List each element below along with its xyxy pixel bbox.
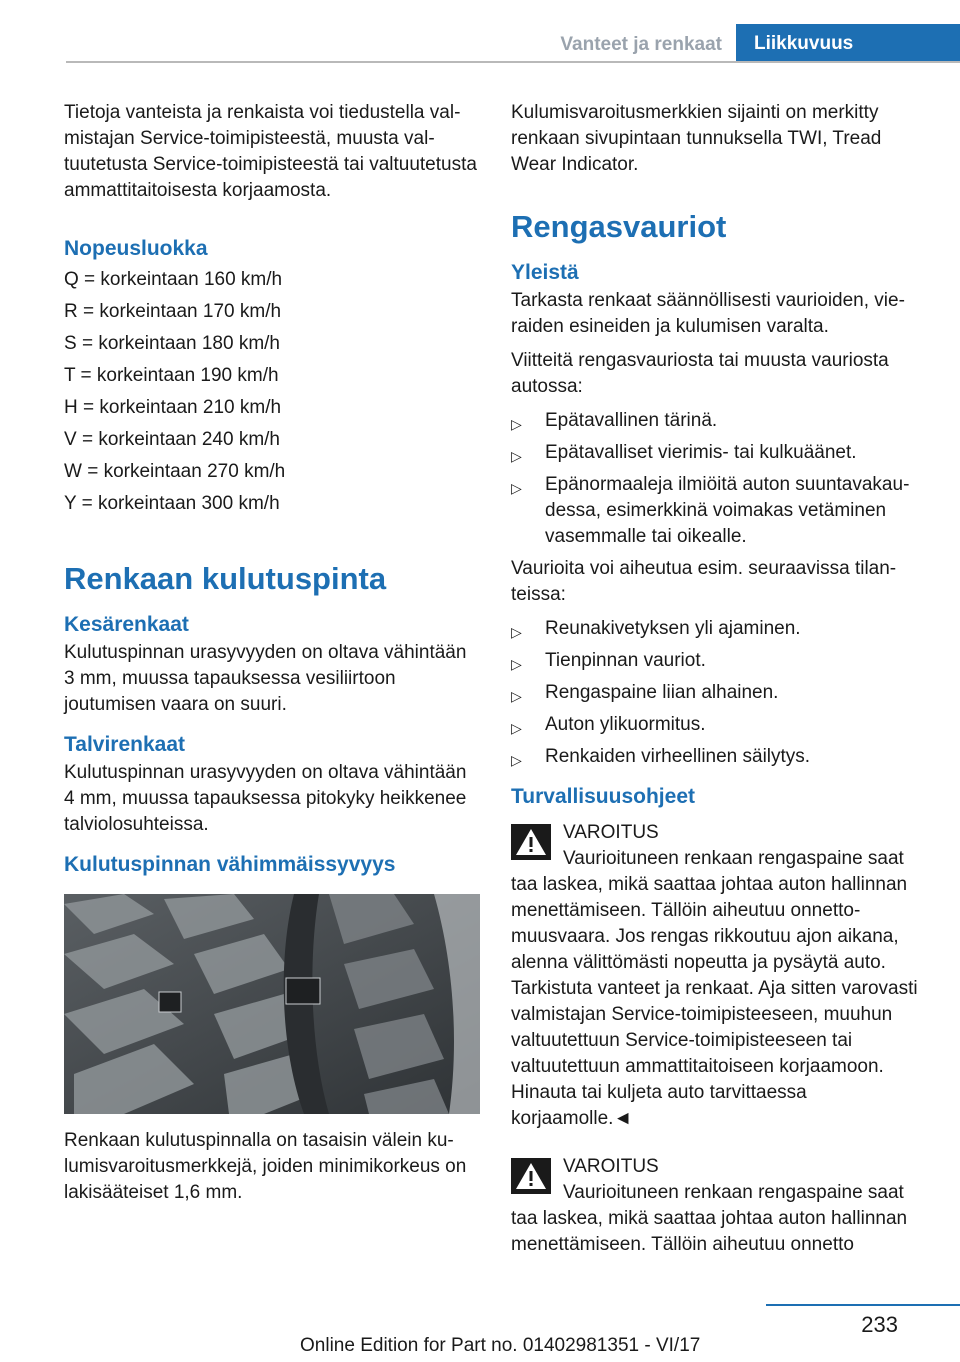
- general-text: Tarkasta renkaat säännöllisesti vaurioiden, vieraiden esineiden ja kulumisen varalta.: [511, 290, 905, 337]
- right-column: [511, 100, 931, 1258]
- header-section-title: Vanteet ja renkaat: [560, 34, 722, 55]
- warning-text: taa laskea, mikä saattaa johtaa auton hallinnan menettämiseen. Tällöin aiheutuu onnetto: [511, 1208, 908, 1255]
- list-item: ▷ Renkaiden virheellinen säilytys.: [511, 744, 931, 770]
- header-rule: [66, 61, 960, 63]
- list-item: ▷ Auton ylikuormitus.: [511, 712, 931, 738]
- warning-text-first-line: Vaurioituneen renkaan rengaspaine saat: [563, 848, 904, 869]
- signs-list: [511, 408, 931, 550]
- speed-class-item: W = korkeintaan 270 km/h: [64, 461, 286, 482]
- bullet-triangle-icon: ▷: [511, 480, 522, 496]
- speed-class-item: Y = korkeintaan 300 km/h: [64, 493, 280, 514]
- general-heading: Yleistä: [511, 261, 579, 284]
- left-column: [64, 100, 482, 1214]
- summer-tyres-heading: Kesärenkaat: [64, 613, 189, 636]
- safety-heading: Turvallisuusohjeet: [511, 785, 695, 808]
- intro-paragraph: Tietoja vanteista ja renkaista voi tiedustella valmistajan Service-toimipisteestä, muusta valtuutetusta Service-toimipisteestä tai valtuutetusta ammattitaitoisesta korjaamosta.: [64, 102, 477, 201]
- bullet-triangle-icon: ▷: [511, 752, 522, 768]
- warning-title: VAROITUS: [563, 822, 659, 843]
- speed-class-item: V = korkeintaan 240 km/h: [64, 429, 280, 450]
- twi-paragraph: Kulumisvaroitusmerkkien sijainti on merkitty renkaan sivupintaan tunnuksella TWI, Tread Wear Indicator.: [511, 102, 882, 175]
- warning-block: [511, 820, 931, 1132]
- warning-triangle-icon: [511, 824, 551, 860]
- list-item: ▷ Rengaspaine liian alhainen.: [511, 680, 931, 706]
- warning-text-first-line: Vaurioituneen renkaan rengaspaine saat: [563, 1182, 904, 1203]
- summer-tyres-text: Kulutuspinnan urasyvyyden on oltava vähintään 3 mm, muussa tapauksessa vesiliirtoon joutumisen vaara on suuri.: [64, 642, 467, 715]
- bullet-triangle-icon: ▷: [511, 720, 522, 736]
- winter-tyres-heading: Talvirenkaat: [64, 733, 186, 756]
- list-item: ▷ Epätavallinen tärinä.: [511, 408, 931, 434]
- warning-triangle-icon: [511, 1158, 551, 1194]
- list-item: ▷ Reunakivetyksen yli ajaminen.: [511, 616, 931, 642]
- page-number: 233: [861, 1312, 898, 1337]
- winter-tyres-text: Kulutuspinnan urasyvyyden on oltava vähintään 4 mm, muussa tapauksessa pitokyky heikkenee talviolosuhteissa.: [64, 762, 467, 835]
- tyre-tread-photo: [64, 894, 480, 1114]
- speed-class-item: H = korkeintaan 210 km/h: [64, 397, 282, 418]
- footer-rule: [766, 1304, 960, 1306]
- bullet-triangle-icon: ▷: [511, 624, 522, 640]
- speed-class-item: S = korkeintaan 180 km/h: [64, 333, 280, 354]
- speed-class-list: [64, 264, 482, 520]
- warning-block: [511, 1154, 931, 1258]
- bullet-triangle-icon: ▷: [511, 448, 522, 464]
- list-item: ▷ Epänormaaleja ilmiöitä auton suuntavakaudessa, esimerkkinä voimakas vetäminen vasemmalle tai oikealle.: [511, 474, 910, 547]
- header-chapter-tab[interactable]: Liikkuvuus: [736, 24, 960, 63]
- causes-intro: Vaurioita voi aiheutua esim. seuraavissa tilanteissa:: [511, 558, 897, 605]
- speed-class-item: Q = korkeintaan 160 km/h: [64, 269, 283, 290]
- list-item: ▷ Epätavalliset vierimis- tai kulkuäänet.: [511, 440, 931, 466]
- edition-footer: Online Edition for Part no. 01402981351 - VI/17: [300, 1335, 701, 1356]
- bullet-triangle-icon: ▷: [511, 656, 522, 672]
- signs-intro: Viitteitä rengasvauriosta tai muusta vauriosta autossa:: [511, 350, 889, 397]
- list-item: ▷ Tienpinnan vauriot.: [511, 648, 931, 674]
- min-depth-heading: Kulutuspinnan vähimmäissyvyys: [64, 853, 396, 876]
- speed-class-item: R = korkeintaan 170 km/h: [64, 301, 282, 322]
- speed-class-item: T = korkeintaan 190 km/h: [64, 365, 279, 386]
- tyre-damage-heading: Rengasvauriot: [511, 209, 727, 244]
- bullet-triangle-icon: ▷: [511, 416, 522, 432]
- speed-class-heading: Nopeusluokka: [64, 237, 208, 260]
- causes-list: [511, 616, 931, 770]
- warning-text: taa laskea, mikä saattaa johtaa auton hallinnan menettämiseen. Tällöin aiheutuu onnettomuusvaara. Jos rengas rikkoutuu ajon aikana, alenna välittömästi nopeutta ja pysäytä auto. Tarkistuta vanteet ja renkaat. Aja sitten varovasti valmistajan Service-toimipisteeseen, muuhun valtuutettuun Service-toimipisteeseen tai valtuutettuun ammattitaitoiseen korjaamoon. Hinauta tai kuljeta auto tarvittaessa korjaamolle.◄: [511, 874, 918, 1129]
- warning-title: VAROITUS: [563, 1156, 659, 1177]
- tread-section-heading: Renkaan kulutuspinta: [64, 561, 387, 596]
- min-depth-text: Renkaan kulutuspinnalla on tasaisin välein kulumisvaroitusmerkkejä, joiden minimikorkeus on lakisääteiset 1,6 mm.: [64, 1130, 467, 1203]
- bullet-triangle-icon: ▷: [511, 688, 522, 704]
